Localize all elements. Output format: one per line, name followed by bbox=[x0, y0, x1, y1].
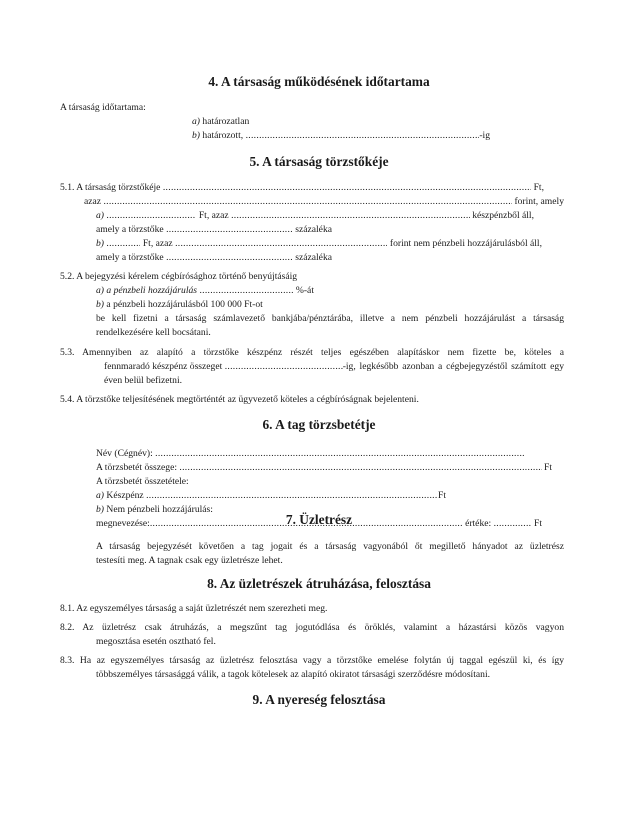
text: forint nem pénzbeli hozzájárulásból áll, bbox=[389, 238, 542, 249]
capital-line-3 bbox=[96, 209, 534, 223]
option-letter: b) bbox=[96, 299, 104, 310]
fill-line bbox=[199, 284, 293, 298]
section-4-heading: 4. A társaság működésének időtartama bbox=[208, 74, 430, 89]
option-letter: b) bbox=[96, 504, 104, 515]
text: százaléka bbox=[295, 252, 332, 263]
text: 5.1. A társaság törzstőkéje bbox=[60, 182, 161, 193]
paragraph-8-1: 8.1. Az egyszemélyes társaság a saját üzletrészét nem szerezheti meg. bbox=[60, 603, 328, 614]
fill-line bbox=[166, 223, 293, 237]
paragraph-8-3-line-2: többszemélyes társasággá válik, a tagok kötelesek az alapító okiratot társasági szerződésre módosítani. bbox=[96, 669, 491, 680]
option-letter: a) bbox=[96, 285, 104, 296]
option-text: határozott, bbox=[202, 130, 244, 141]
contribution-composition-label: A törzsbetét összetétele: bbox=[96, 476, 189, 487]
fill-line bbox=[146, 489, 438, 503]
text: megnevezése: bbox=[96, 518, 150, 529]
option-letter: b) bbox=[192, 130, 200, 141]
paragraph-8-2-line-1: 8.2. Az üzletrész csak átruházás, a megszűnt tag jogutódlása és öröklés, valamint a házastársi közös vagyon bbox=[60, 622, 564, 633]
text: Ft bbox=[543, 462, 552, 473]
paragraph-5-4: 5.4. A törzstőke teljesítésének megtörténtét az ügyvezető köteles a cégbíróságnak bejelenteni. bbox=[60, 394, 419, 405]
cash-line bbox=[96, 489, 446, 503]
option-letter: b) bbox=[96, 238, 104, 249]
text: a pénzbeli hozzájárulás bbox=[106, 285, 198, 296]
capital-line-4 bbox=[96, 223, 332, 237]
paragraph-5-3-line-2 bbox=[104, 360, 564, 374]
capital-line-6 bbox=[96, 251, 332, 265]
text: százaléka bbox=[295, 224, 332, 235]
text: Ft bbox=[533, 518, 542, 529]
share-paragraph-line-1: A társaság bejegyzését követően a tag jogait és a társaság vagyonából őt megillető hányadot az üzletrész bbox=[96, 541, 564, 552]
share-paragraph-line-2: testesíti meg. A tagnak csak egy üzletrésze lehet. bbox=[96, 555, 283, 566]
fill-line bbox=[155, 447, 524, 461]
paragraph-8-3-line-1: 8.3. Ha az egyszemélyes társaság az üzletrész felosztása vagy a törzstőke emelése folytán új taggal egészül ki, és így bbox=[60, 655, 564, 666]
capital-line-2 bbox=[84, 195, 564, 209]
section-7-heading: 7. Üzletrész bbox=[285, 512, 353, 527]
fill-line bbox=[246, 129, 480, 143]
text: Ft, bbox=[533, 182, 544, 193]
text: készpénzből áll, bbox=[472, 210, 534, 221]
paragraph-5-2-line-3 bbox=[96, 298, 602, 312]
text: amely a törzstőke bbox=[96, 224, 164, 235]
paragraph-5-2-line-1: 5.2. A bejegyzési kérelem cégbírósághoz történő benyújtásáig bbox=[60, 271, 298, 282]
paragraph-5-2-line-2 bbox=[96, 284, 314, 298]
text: A törzsbetét összege: bbox=[96, 462, 177, 473]
text: %-át bbox=[295, 285, 314, 296]
option-text: határozatlan bbox=[202, 116, 250, 127]
text: amely a törzstőke bbox=[96, 252, 164, 263]
option-suffix: -ig bbox=[479, 130, 490, 141]
section-9-heading: 9. A nyereség felosztása bbox=[252, 692, 386, 707]
paragraph-5-2-line-5: rendelkezésére kell bocsátani. bbox=[96, 327, 211, 338]
text: Ft, azaz bbox=[142, 238, 173, 249]
capital-line-1 bbox=[60, 181, 544, 195]
section-8-heading: 8. Az üzletrészek átruházása, felosztása bbox=[207, 576, 431, 591]
text: a pénzbeli hozzájárulásból 100 000 Ft-ot bbox=[106, 299, 263, 310]
option-letter: a) bbox=[96, 490, 104, 501]
fill-line bbox=[163, 181, 531, 195]
contribution-amount-line bbox=[96, 461, 552, 475]
option-letter: a) bbox=[192, 116, 200, 127]
text: Ft bbox=[437, 490, 446, 501]
option-letter: a) bbox=[96, 210, 104, 221]
paragraph-5-2-line-4: be kell fizetni a társaság számlavezető bankjába/pénztárába, illetve a nem pénzbeli hozzájárulást a társaság bbox=[96, 313, 564, 324]
section-5-heading: 5. A társaság törzstőkéje bbox=[249, 154, 389, 169]
text: azaz bbox=[84, 196, 102, 207]
text: értéke: bbox=[465, 518, 492, 529]
paragraph-5-3-line-3: éven belül befizetni. bbox=[104, 375, 183, 386]
text: Ft, azaz bbox=[198, 210, 229, 221]
fill-line bbox=[225, 360, 343, 374]
text: Nem pénzbeli hozzájárulás: bbox=[106, 504, 213, 515]
section-6-heading: 6. A tag törzsbetétje bbox=[262, 417, 376, 432]
duration-option-b bbox=[192, 129, 490, 143]
fill-line bbox=[106, 209, 196, 223]
text: -ig, legkésőbb azonban a cégbejegyzéstől számított egy bbox=[342, 361, 564, 372]
fill-line bbox=[231, 209, 470, 223]
paragraph-5-3-line-1: 5.3. Amennyiben az alapító a törzstőke készpénz részét teljes egészében alapításkor nem fizette be, köteles a bbox=[60, 347, 564, 358]
fill-line bbox=[103, 195, 512, 209]
paragraph-8-2-line-2: megosztása esetén osztható fel. bbox=[96, 636, 216, 647]
text: fennmaradó készpénz összeget bbox=[104, 361, 223, 372]
member-name-line bbox=[96, 447, 524, 461]
text: Készpénz bbox=[106, 490, 144, 501]
text: forint, amely bbox=[514, 196, 564, 207]
duration-label: A társaság időtartama: bbox=[60, 102, 146, 113]
fill-line bbox=[166, 251, 293, 265]
capital-line-5 bbox=[96, 237, 542, 251]
duration-option-a bbox=[192, 115, 492, 129]
fill-line bbox=[106, 237, 140, 251]
fill-line bbox=[179, 461, 541, 475]
fill-line bbox=[175, 237, 387, 251]
text: Név (Cégnév): bbox=[96, 448, 153, 459]
